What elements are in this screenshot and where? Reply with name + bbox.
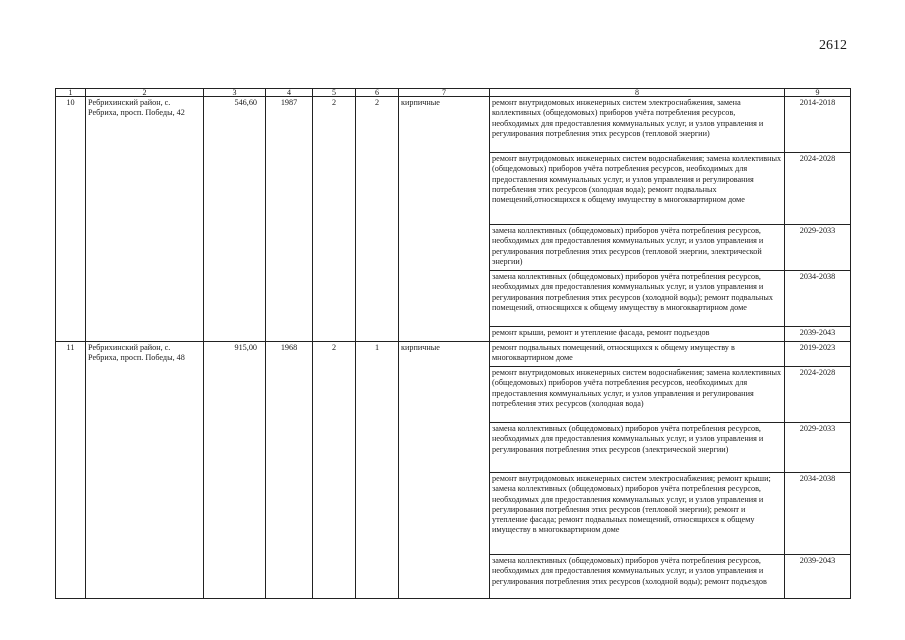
work-period: 2014-2018 bbox=[785, 97, 851, 153]
work-period: 2039-2043 bbox=[785, 327, 851, 342]
column-header: 5 bbox=[313, 89, 356, 97]
building-floors: 2 bbox=[313, 342, 356, 599]
row-number: 11 bbox=[56, 342, 86, 599]
work-period: 2039-2043 bbox=[785, 555, 851, 599]
work-description: ремонт внутридомовых инженерных систем водоснабжения; замена коллективных (общедомовых) приборов учёта потребления ресурсов, необходимых для предоставления коммунальных услуг, и узлов управления и регулирования потребления этих ресурсов (холодная вода); ремонт подвальных помещений,относящихся к общему имуществу в многоквартирном доме bbox=[490, 153, 785, 225]
work-description: замена коллективных (общедомовых) приборов учёта потребления ресурсов, необходимых для предоставления коммунальных услуг, и узлов управления и регулирования потребления этих ресурсов (тепловой энергии, электрической энергии) bbox=[490, 225, 785, 271]
column-header: 3 bbox=[204, 89, 266, 97]
building-address: Ребрихинский район, с. Ребриха, просп. Победы, 42 bbox=[86, 97, 204, 342]
work-period: 2029-2033 bbox=[785, 225, 851, 271]
table-row bbox=[56, 342, 851, 367]
building-entrances: 1 bbox=[356, 342, 399, 599]
building-wall-material: кирпичные bbox=[399, 342, 490, 599]
work-description: ремонт внутридомовых инженерных систем электроснабжения, замена коллективных (общедомовых) приборов учёта потребления ресурсов, необходимых для предоставления коммунальных услуг, и узлов управления и регулирования потребления этих ресурсов (тепловой энергии) bbox=[490, 97, 785, 153]
building-entrances: 2 bbox=[356, 97, 399, 342]
building-area: 915,00 bbox=[204, 342, 266, 599]
building-year: 1968 bbox=[266, 342, 313, 599]
column-header: 2 bbox=[86, 89, 204, 97]
work-period: 2034-2038 bbox=[785, 473, 851, 555]
building-year: 1987 bbox=[266, 97, 313, 342]
work-description: ремонт внутридомовых инженерных систем электроснабжения; ремонт крыши; замена коллективных (общедомовых) приборов учёта потребления ресурсов, необходимых для предоставления коммунальных услуг, и узлов управления и регулирования потребления этих ресурсов (тепловой энергии); ремонт и утепление фасада; ремонт подвальных помещений, относящихся к общему имуществу в многоквартирном доме bbox=[490, 473, 785, 555]
work-description: ремонт внутридомовых инженерных систем водоснабжения; замена коллективных (общедомовых) приборов учёта потребления ресурсов, необходимых для предоставления коммунальных услуг, и узлов управления и регулирования потребления этих ресурсов (холодная вода) bbox=[490, 367, 785, 423]
building-wall-material: кирпичные bbox=[399, 97, 490, 342]
building-floors: 2 bbox=[313, 97, 356, 342]
page-number: 2612 bbox=[819, 38, 847, 53]
work-period: 2034-2038 bbox=[785, 271, 851, 327]
work-description: ремонт подвальных помещений, относящихся к общему имуществу в многоквартирном доме bbox=[490, 342, 785, 367]
column-header: 8 bbox=[490, 89, 785, 97]
row-number: 10 bbox=[56, 97, 86, 342]
work-description: ремонт крыши, ремонт и утепление фасада, ремонт подъездов bbox=[490, 327, 785, 342]
column-header: 4 bbox=[266, 89, 313, 97]
column-header: 1 bbox=[56, 89, 86, 97]
column-header: 9 bbox=[785, 89, 851, 97]
work-description: замена коллективных (общедомовых) приборов учёта потребления ресурсов, необходимых для предоставления коммунальных услуг, и узлов управления и регулирования потребления этих ресурсов (холодной воды); ремонт подвальных помещений, относящихся к общему имуществу в многоквартирном доме bbox=[490, 271, 785, 327]
work-period: 2029-2033 bbox=[785, 423, 851, 473]
work-period: 2024-2028 bbox=[785, 367, 851, 423]
work-description: замена коллективных (общедомовых) приборов учёта потребления ресурсов, необходимых для предоставления коммунальных услуг, и узлов управления и регулирования потребления этих ресурсов (электрической энергии) bbox=[490, 423, 785, 473]
work-period: 2019-2023 bbox=[785, 342, 851, 367]
table-row bbox=[56, 97, 851, 153]
building-area: 546,60 bbox=[204, 97, 266, 342]
work-period: 2024-2028 bbox=[785, 153, 851, 225]
building-address: Ребрихинский район, с. Ребриха, просп. Победы, 48 bbox=[86, 342, 204, 599]
work-description: замена коллективных (общедомовых) приборов учёта потребления ресурсов, необходимых для предоставления коммунальных услуг, и узлов управления и регулирования потребления этих ресурсов (холодной воды); ремонт подъездов bbox=[490, 555, 785, 599]
column-header: 7 bbox=[399, 89, 490, 97]
repair-schedule-table bbox=[55, 88, 851, 599]
header-row bbox=[56, 89, 851, 97]
column-header: 6 bbox=[356, 89, 399, 97]
